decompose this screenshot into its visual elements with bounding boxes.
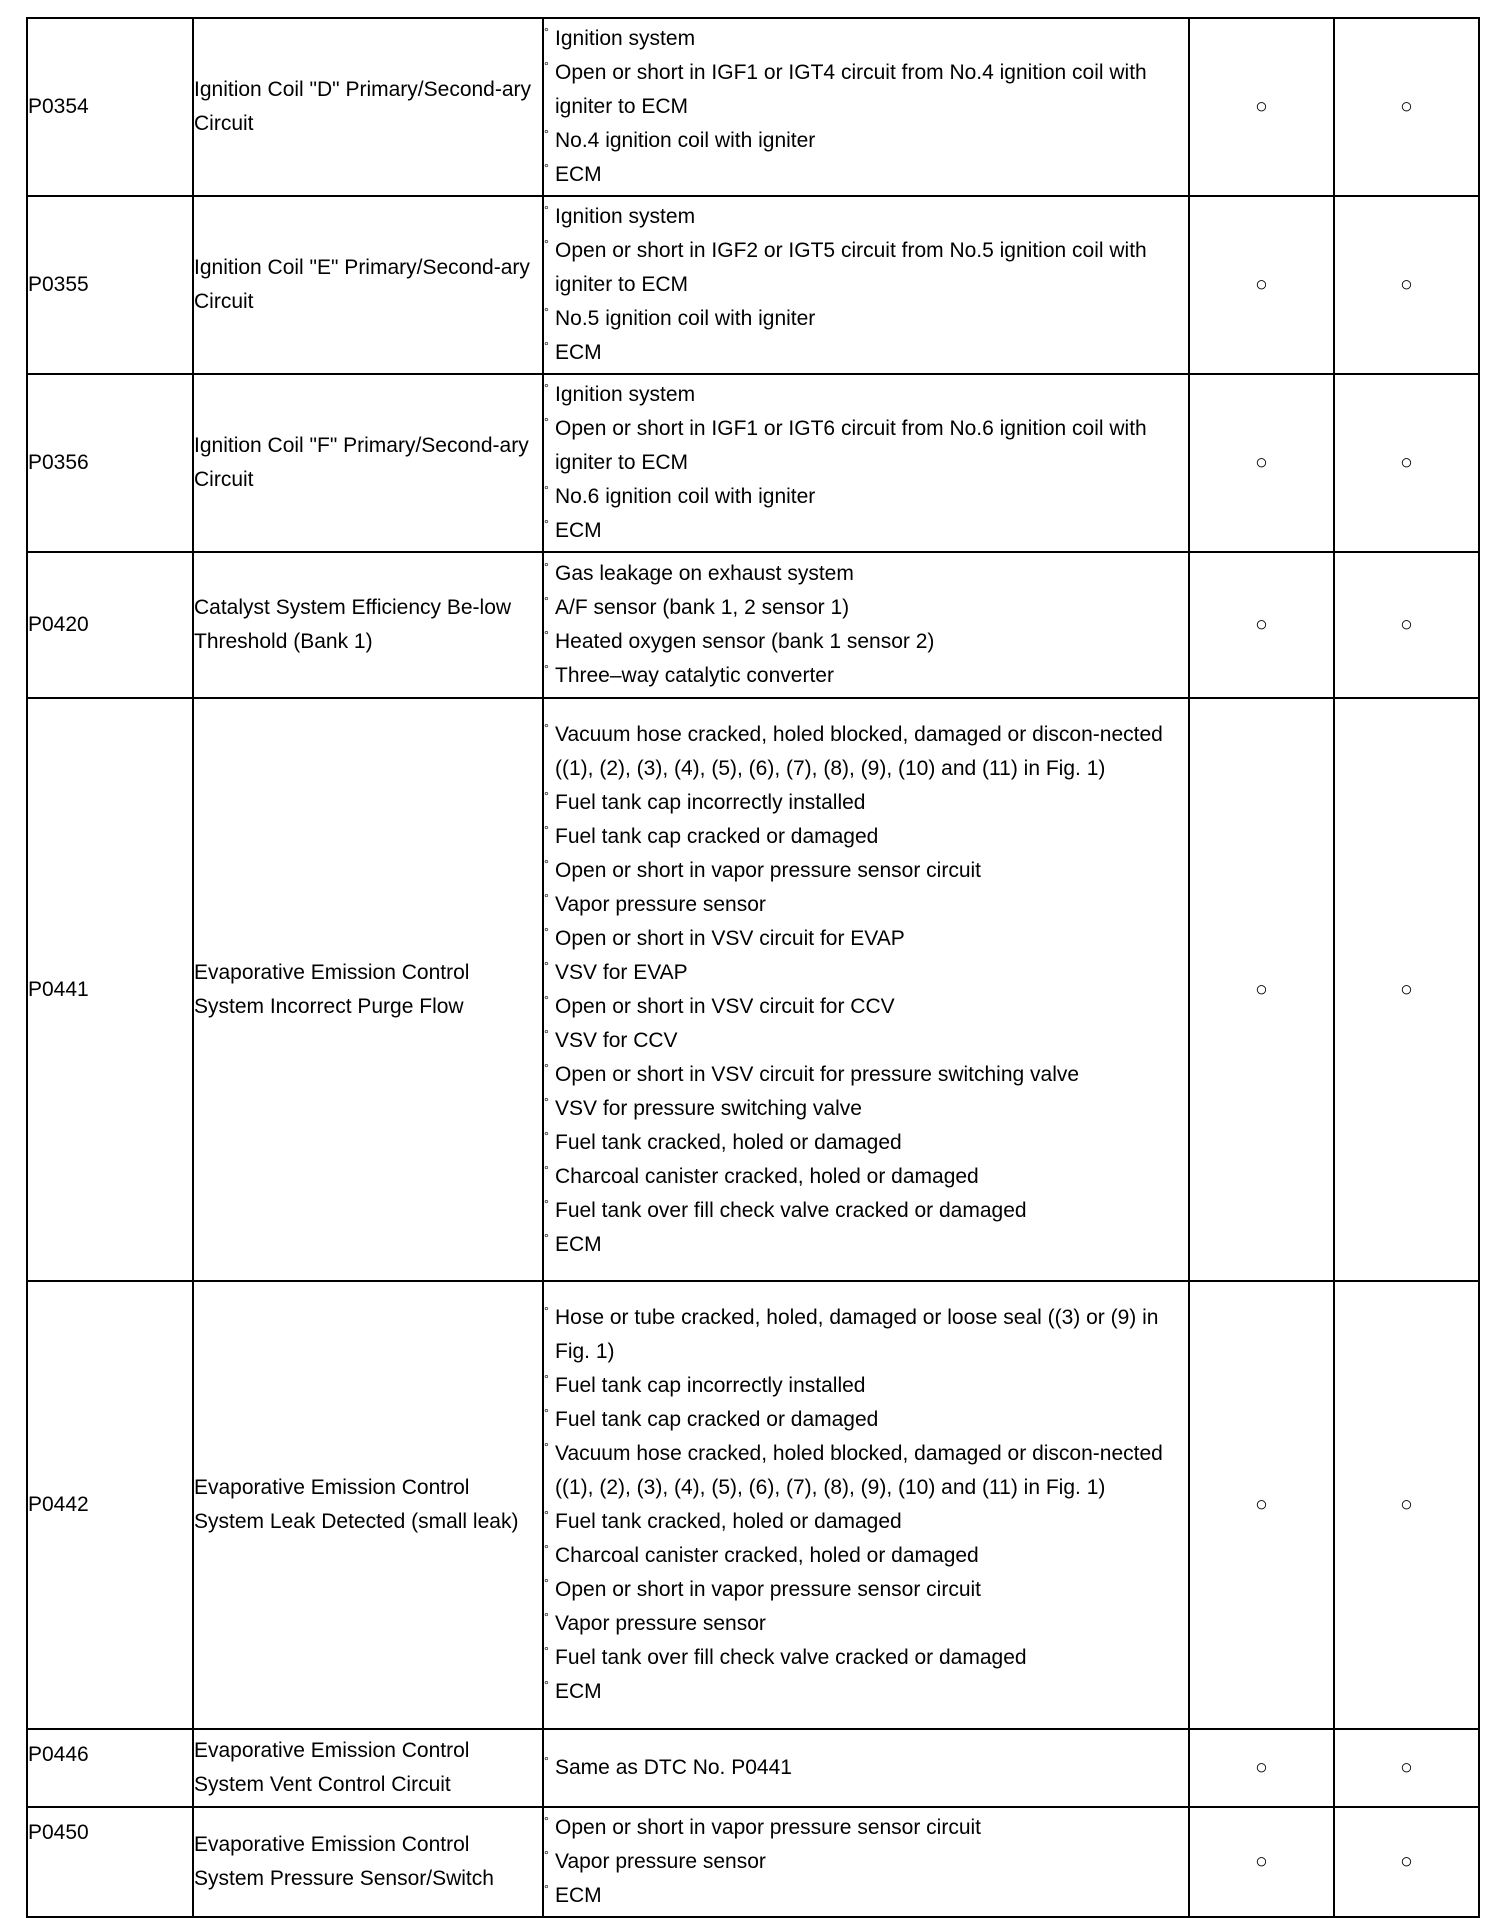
dtc-code-cell <box>27 1729 193 1807</box>
bullet-icon: ° <box>544 161 549 175</box>
trouble-area-item <box>544 718 1188 786</box>
bullet-icon: ° <box>544 1610 549 1624</box>
detection-item-cell <box>193 698 543 1281</box>
trouble-area-text: ECM <box>555 1884 602 1907</box>
dtc-code: P0420 <box>28 613 89 636</box>
detection-item-cell <box>193 196 543 374</box>
trouble-area-text: Vacuum hose cracked, holed blocked, damaged or discon-nected ((1), (2), (3), (4), (5), (6), (7), (8), (9), (10) and (11) in Fig. 1) <box>555 1442 1163 1499</box>
trouble-area-item <box>544 1092 1188 1126</box>
dtc-code: P0441 <box>28 977 89 1001</box>
trouble-area-item <box>544 1058 1188 1092</box>
trouble-area-item <box>544 1301 1188 1369</box>
circle-mark-icon: ○ <box>1255 1756 1268 1779</box>
bullet-icon: ° <box>544 720 549 735</box>
detection-item: Evaporative Emission Control System Vent Control Circuit <box>194 1739 470 1796</box>
circle-mark-icon: ○ <box>1400 613 1413 636</box>
trouble-area-item <box>544 1403 1188 1437</box>
detection-item-cell <box>193 1729 543 1807</box>
bullet-icon: ° <box>544 1128 549 1143</box>
trouble-area-text: Open or short in IGF1 or IGT4 circuit from No.4 ignition coil with igniter to ECM <box>555 61 1147 118</box>
bullet-icon: ° <box>544 203 549 217</box>
circle-mark-icon: ○ <box>1255 977 1268 1001</box>
indicator-cell-2 <box>1334 374 1479 552</box>
trouble-area-text: VSV for CCV <box>555 1028 678 1052</box>
bullet-icon: ° <box>544 662 549 676</box>
bullet-icon: ° <box>544 1060 549 1075</box>
trouble-area-item <box>544 557 1188 591</box>
dtc-code: P0354 <box>28 95 89 118</box>
dtc-code-cell <box>27 698 193 1281</box>
dtc-code-cell <box>27 18 193 196</box>
trouble-area-text: Fuel tank cap cracked or damaged <box>555 824 879 848</box>
bullet-icon: ° <box>544 1882 549 1896</box>
trouble-area-item <box>544 888 1188 922</box>
bullet-icon: ° <box>544 924 549 939</box>
trouble-area-text: Gas leakage on exhaust system <box>555 562 854 585</box>
bullet-icon: ° <box>544 628 549 642</box>
trouble-area-item <box>544 480 1188 514</box>
trouble-area-item <box>544 1539 1188 1573</box>
trouble-area-text: No.6 ignition coil with igniter <box>555 485 816 508</box>
dtc-code: P0356 <box>28 451 89 474</box>
dtc-table <box>26 17 1480 1918</box>
trouble-area-item <box>544 625 1188 659</box>
trouble-area-text: Open or short in IGF2 or IGT5 circuit from No.5 ignition coil with igniter to ECM <box>555 239 1147 296</box>
trouble-area-item <box>544 1126 1188 1160</box>
dtc-code: P0355 <box>28 273 89 296</box>
trouble-area-item <box>544 200 1188 234</box>
trouble-area-item <box>544 854 1188 888</box>
table-row <box>27 196 1479 374</box>
bullet-icon: ° <box>544 305 549 319</box>
circle-mark-icon: ○ <box>1400 95 1413 118</box>
detection-item: Ignition Coil "F" Primary/Second-ary Circuit <box>194 434 529 491</box>
trouble-area-item <box>544 378 1188 412</box>
circle-mark-icon: ○ <box>1255 1493 1268 1516</box>
bullet-icon: ° <box>544 1644 549 1658</box>
trouble-area-text: Fuel tank over fill check valve cracked or damaged <box>555 1198 1027 1222</box>
detection-item-cell <box>193 18 543 196</box>
bullet-icon: ° <box>544 788 549 803</box>
trouble-area-item <box>544 1194 1188 1228</box>
table-row <box>27 1807 1479 1917</box>
bullet-icon: ° <box>544 560 549 574</box>
indicator-cell-2 <box>1334 1281 1479 1729</box>
trouble-area-item <box>544 22 1188 56</box>
indicator-cell-2 <box>1334 1807 1479 1917</box>
bullet-icon: ° <box>544 1814 549 1828</box>
detection-item-cell <box>193 552 543 698</box>
detection-item: Evaporative Emission Control System Leak Detected (small leak) <box>194 1476 519 1533</box>
trouble-area-text: Vapor pressure sensor <box>555 892 766 916</box>
detection-item-cell <box>193 1281 543 1729</box>
circle-mark-icon: ○ <box>1400 977 1413 1001</box>
trouble-area-item <box>544 514 1188 548</box>
trouble-area-text: Hose or tube cracked, holed, damaged or loose seal ((3) or (9) in Fig. 1) <box>555 1306 1159 1363</box>
indicator-cell-2 <box>1334 18 1479 196</box>
trouble-area-text: Heated oxygen sensor (bank 1 sensor 2) <box>555 630 935 653</box>
trouble-area-item <box>544 1845 1188 1879</box>
dtc-code-cell <box>27 374 193 552</box>
trouble-area-item <box>544 1879 1188 1913</box>
trouble-area-text: Ignition system <box>555 383 696 406</box>
bullet-icon: ° <box>544 1196 549 1211</box>
dtc-code-cell <box>27 552 193 698</box>
bullet-icon: ° <box>544 822 549 837</box>
bullet-icon: ° <box>544 339 549 353</box>
bullet-icon: ° <box>544 856 549 871</box>
circle-mark-icon: ○ <box>1400 273 1413 296</box>
trouble-area-text: Ignition system <box>555 205 696 228</box>
trouble-area-text: No.5 ignition coil with igniter <box>555 307 816 330</box>
dtc-table-body <box>27 18 1479 1917</box>
trouble-area-text: Vapor pressure sensor <box>555 1612 766 1635</box>
bullet-icon: ° <box>544 992 549 1007</box>
circle-mark-icon: ○ <box>1255 1850 1268 1873</box>
table-row <box>27 552 1479 698</box>
trouble-area-text: Fuel tank cap incorrectly installed <box>555 790 866 814</box>
bullet-icon: ° <box>544 25 549 39</box>
trouble-area-item <box>544 591 1188 625</box>
bullet-icon: ° <box>544 1304 549 1318</box>
trouble-area-item <box>544 1641 1188 1675</box>
trouble-area-text: Open or short in VSV circuit for CCV <box>555 994 895 1018</box>
trouble-area-item <box>544 56 1188 124</box>
trouble-area-text: Three–way catalytic converter <box>555 664 834 687</box>
trouble-area-item <box>544 1675 1188 1709</box>
trouble-area-item <box>544 1160 1188 1194</box>
trouble-area-cell <box>543 18 1189 196</box>
trouble-area-cell <box>543 698 1189 1281</box>
trouble-area-text: Open or short in vapor pressure sensor circuit <box>555 1816 982 1839</box>
dtc-code: P0450 <box>28 1821 89 1844</box>
bullet-icon: ° <box>544 1094 549 1109</box>
indicator-cell-1 <box>1189 552 1334 698</box>
indicator-cell-2 <box>1334 196 1479 374</box>
trouble-area-cell <box>543 1807 1189 1917</box>
detection-item-cell <box>193 374 543 552</box>
trouble-area-cell <box>543 374 1189 552</box>
trouble-area-text: ECM <box>555 163 602 186</box>
bullet-icon: ° <box>544 237 549 251</box>
dtc-code-cell <box>27 1281 193 1729</box>
table-row <box>27 18 1479 196</box>
circle-mark-icon: ○ <box>1400 1756 1413 1779</box>
bullet-icon: ° <box>544 1678 549 1692</box>
circle-mark-icon: ○ <box>1255 273 1268 296</box>
trouble-area-text: Vapor pressure sensor <box>555 1850 766 1873</box>
trouble-area-item <box>544 234 1188 302</box>
trouble-area-text: VSV for EVAP <box>555 960 688 984</box>
trouble-area-item <box>544 124 1188 158</box>
trouble-area-text: Charcoal canister cracked, holed or damaged <box>555 1164 979 1188</box>
bullet-icon: ° <box>544 1372 549 1386</box>
trouble-area-cell <box>543 552 1189 698</box>
trouble-area-item <box>544 1505 1188 1539</box>
trouble-area-item <box>544 158 1188 192</box>
bullet-icon: ° <box>544 1162 549 1177</box>
trouble-area-cell <box>543 1729 1189 1807</box>
bullet-icon: ° <box>544 59 549 73</box>
circle-mark-icon: ○ <box>1255 451 1268 474</box>
indicator-cell-1 <box>1189 698 1334 1281</box>
indicator-cell-1 <box>1189 374 1334 552</box>
bullet-icon: ° <box>544 1026 549 1041</box>
bullet-icon: ° <box>544 483 549 497</box>
trouble-area-text: A/F sensor (bank 1, 2 sensor 1) <box>555 596 850 619</box>
trouble-area-item <box>544 820 1188 854</box>
detection-item-cell <box>193 1807 543 1917</box>
bullet-icon: ° <box>544 958 549 973</box>
trouble-area-item <box>544 659 1188 693</box>
dtc-code-cell <box>27 1807 193 1917</box>
trouble-area-item <box>544 990 1188 1024</box>
trouble-area-text: Ignition system <box>555 27 696 50</box>
bullet-icon: ° <box>544 1542 549 1556</box>
indicator-cell-1 <box>1189 18 1334 196</box>
bullet-icon: ° <box>544 415 549 429</box>
table-row <box>27 374 1479 552</box>
table-row <box>27 1281 1479 1729</box>
trouble-area-item <box>544 1437 1188 1505</box>
bullet-icon: ° <box>544 1848 549 1862</box>
indicator-cell-1 <box>1189 1729 1334 1807</box>
trouble-area-item <box>544 786 1188 820</box>
bullet-icon: ° <box>544 127 549 141</box>
circle-mark-icon: ○ <box>1255 95 1268 118</box>
trouble-area-text: Fuel tank cap incorrectly installed <box>555 1374 866 1397</box>
circle-mark-icon: ○ <box>1400 451 1413 474</box>
trouble-area-text: Open or short in VSV circuit for pressure switching valve <box>555 1062 1080 1086</box>
bullet-icon: ° <box>544 1440 549 1454</box>
trouble-area-text: Open or short in vapor pressure sensor circuit <box>555 1578 982 1601</box>
trouble-area-text: VSV for pressure switching valve <box>555 1096 862 1120</box>
detection-item: Catalyst System Efficiency Be-low Threshold (Bank 1) <box>194 596 512 653</box>
circle-mark-icon: ○ <box>1400 1493 1413 1516</box>
trouble-area-cell <box>543 196 1189 374</box>
bullet-icon: ° <box>544 1230 549 1245</box>
trouble-area-text: Fuel tank cracked, holed or damaged <box>555 1130 902 1154</box>
dtc-code-cell <box>27 196 193 374</box>
detection-item: Ignition Coil "D" Primary/Second-ary Circuit <box>194 78 532 135</box>
indicator-cell-1 <box>1189 1807 1334 1917</box>
indicator-cell-2 <box>1334 552 1479 698</box>
trouble-area-text: Open or short in vapor pressure sensor circuit <box>555 858 982 882</box>
trouble-area-item <box>544 302 1188 336</box>
trouble-area-item <box>544 412 1188 480</box>
dtc-code: P0442 <box>28 1493 89 1516</box>
circle-mark-icon: ○ <box>1255 613 1268 636</box>
trouble-area-item <box>544 1573 1188 1607</box>
detection-item: Ignition Coil "E" Primary/Second-ary Circuit <box>194 256 530 313</box>
trouble-area-text: No.4 ignition coil with igniter <box>555 129 816 152</box>
trouble-area-item <box>544 1751 1188 1785</box>
circle-mark-icon: ○ <box>1400 1850 1413 1873</box>
trouble-area-cell <box>543 1281 1189 1729</box>
table-row <box>27 1729 1479 1807</box>
bullet-icon: ° <box>544 517 549 531</box>
table-row <box>27 698 1479 1281</box>
indicator-cell-2 <box>1334 1729 1479 1807</box>
bullet-icon: ° <box>544 1754 549 1768</box>
trouble-area-text: Vacuum hose cracked, holed blocked, damaged or discon-nected ((1), (2), (3), (4), (5), (6), (7), (8), (9), (10) and (11) in Fig. 1) <box>555 722 1163 780</box>
bullet-icon: ° <box>544 594 549 608</box>
trouble-area-text: ECM <box>555 1232 602 1256</box>
bullet-icon: ° <box>544 890 549 905</box>
trouble-area-item <box>544 1228 1188 1262</box>
trouble-area-text: Fuel tank over fill check valve cracked or damaged <box>555 1646 1027 1669</box>
trouble-area-item <box>544 1024 1188 1058</box>
trouble-area-text: Open or short in VSV circuit for EVAP <box>555 926 905 950</box>
trouble-area-text: ECM <box>555 519 602 542</box>
trouble-area-item <box>544 922 1188 956</box>
indicator-cell-1 <box>1189 1281 1334 1729</box>
trouble-area-text: ECM <box>555 1680 602 1703</box>
bullet-icon: ° <box>544 1508 549 1522</box>
trouble-area-text: Charcoal canister cracked, holed or damaged <box>555 1544 979 1567</box>
trouble-area-text: Fuel tank cap cracked or damaged <box>555 1408 879 1431</box>
detection-item: Evaporative Emission Control System Pressure Sensor/Switch <box>194 1833 494 1890</box>
bullet-icon: ° <box>544 1576 549 1590</box>
indicator-cell-2 <box>1334 698 1479 1281</box>
trouble-area-item <box>544 336 1188 370</box>
trouble-area-text: Open or short in IGF1 or IGT6 circuit from No.6 ignition coil with igniter to ECM <box>555 417 1147 474</box>
bullet-icon: ° <box>544 381 549 395</box>
trouble-area-text: Same as DTC No. P0441 <box>555 1756 792 1779</box>
detection-item: Evaporative Emission Control System Incorrect Purge Flow <box>194 960 470 1018</box>
bullet-icon: ° <box>544 1406 549 1420</box>
trouble-area-item <box>544 956 1188 990</box>
trouble-area-text: Fuel tank cracked, holed or damaged <box>555 1510 902 1533</box>
dtc-code: P0446 <box>28 1743 89 1766</box>
trouble-area-item <box>544 1369 1188 1403</box>
trouble-area-text: ECM <box>555 341 602 364</box>
trouble-area-item <box>544 1811 1188 1845</box>
indicator-cell-1 <box>1189 196 1334 374</box>
trouble-area-item <box>544 1607 1188 1641</box>
